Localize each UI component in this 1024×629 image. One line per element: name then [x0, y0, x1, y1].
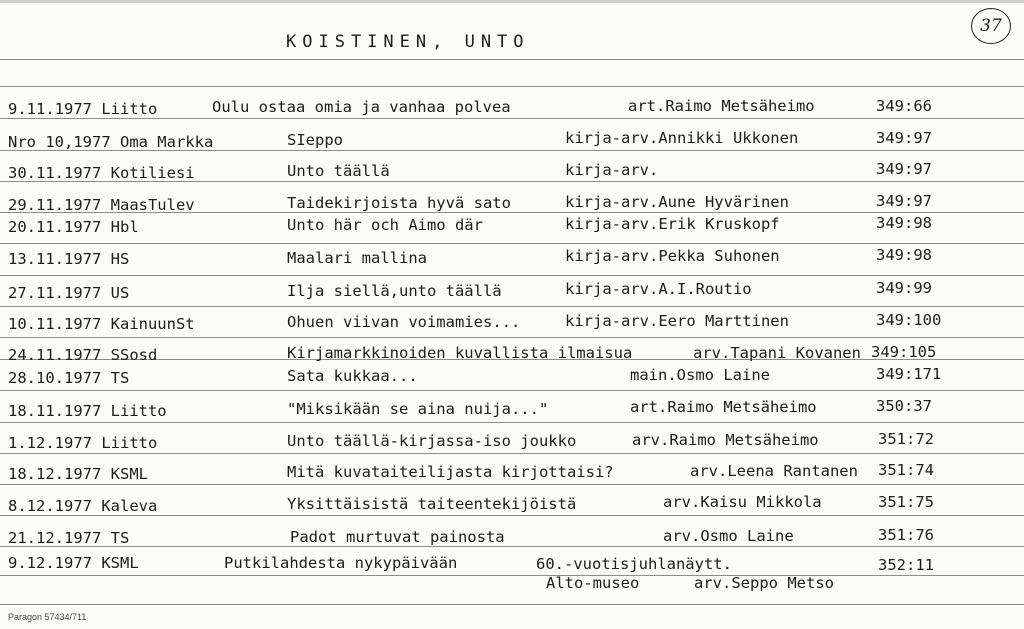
entry-author: art.Raimo Metsäheimo	[630, 398, 817, 416]
rule	[0, 86, 1024, 87]
rule	[0, 337, 1024, 338]
rule	[0, 453, 1024, 454]
entry-author: art.Raimo Metsäheimo	[628, 97, 815, 115]
entry-reference: 350:37	[876, 397, 932, 415]
card-number: 37	[971, 8, 1011, 44]
rule	[0, 422, 1024, 423]
entry-title: SIeppo	[287, 131, 343, 149]
entry-title: Sata kukkaa...	[287, 367, 418, 385]
entry-title: Unto täällä-kirjassa-iso joukko	[287, 432, 577, 450]
entry-author: arv.Leena Rantanen	[690, 462, 858, 480]
entry-reference: 351:76	[878, 526, 934, 544]
entry-author: kirja-arv.A.I.Routio	[565, 280, 752, 298]
entry-title: Unto här och Aimo där	[287, 216, 483, 234]
entry-title: Putkilahdesta nykypäivään	[224, 554, 458, 572]
rule	[0, 604, 1024, 605]
entry-author: arv.Raimo Metsäheimo	[632, 431, 819, 449]
printer-mark: Paragon 57434/711	[8, 612, 87, 622]
entry-note: Alto-museo	[546, 574, 640, 592]
rule	[0, 546, 1024, 547]
entry-date-source: 13.11.1977 HS	[8, 250, 130, 268]
entry-date-source: 21.12.1977 TS	[8, 529, 130, 547]
entry-date-source: 29.11.1977 MaasTulev	[8, 196, 195, 214]
entry-title: Taidekirjoista hyvä sato	[287, 194, 511, 212]
entry-author: arv.Kaisu Mikkola	[663, 493, 822, 511]
entry-date-source: 20.11.1977 Hbl	[8, 218, 139, 236]
entry-title: Unto täällä	[287, 162, 390, 180]
entry-date-source: 24.11.1977 SSosd	[8, 346, 158, 364]
rule	[0, 575, 1024, 576]
entry-reference: 352:11	[878, 556, 934, 574]
entry-author: arv.Osmo Laine	[663, 527, 794, 545]
entry-date-source: 18.11.1977 Liitto	[8, 402, 167, 420]
card-title: KOISTINEN, UNTO	[286, 32, 530, 52]
entry-date-source: 18.12.1977 KSML	[8, 465, 148, 483]
entry-title: Mitä kuvataiteilijasta kirjottaisi?	[287, 463, 614, 481]
entry-reference: 349:97	[876, 160, 932, 178]
entry-author: kirja-arv.Aune Hyvärinen	[565, 193, 789, 211]
entry-title: Ilja siellä,unto täällä	[287, 282, 502, 300]
entry-note: arv.Seppo Metso	[694, 574, 834, 592]
entry-reference: 349:99	[876, 279, 932, 297]
entry-reference: 351:74	[878, 461, 934, 479]
entry-reference: 349:97	[876, 192, 932, 210]
entry-reference: 349:100	[876, 311, 942, 329]
entry-date-source: 1.12.1977 Liitto	[8, 434, 158, 452]
entry-date-source: 10.11.1977 KainuunSt	[8, 315, 195, 333]
entry-reference: 349:98	[876, 246, 932, 264]
entry-date-source: Nro 10,1977 Oma Markka	[8, 133, 214, 151]
entry-date-source: 8.12.1977 Kaleva	[8, 497, 158, 515]
entry-reference: 349:171	[876, 365, 942, 383]
entry-reference: 349:66	[876, 97, 932, 115]
rule	[0, 484, 1024, 485]
entry-title: Maalari mallina	[287, 249, 427, 267]
rule	[0, 118, 1024, 119]
entry-title: Padot murtuvat painosta	[290, 528, 505, 546]
rule	[0, 390, 1024, 391]
entry-author: main.Osmo Laine	[630, 366, 770, 384]
entry-date-source: 28.10.1977 TS	[8, 369, 130, 387]
rule	[0, 275, 1024, 276]
entry-reference: 351:75	[878, 493, 934, 511]
entry-date-source: 30.11.1977 Kotiliesi	[8, 164, 195, 182]
entry-title: Yksittäisistä taiteentekijöistä	[287, 495, 577, 513]
entry-author: arv.Tapani Kovanen	[693, 344, 861, 362]
entry-author: 60.-vuotisjuhlanäytt.	[536, 555, 732, 573]
entry-author: kirja-arv.Pekka Suhonen	[565, 247, 780, 265]
rule	[0, 306, 1024, 307]
card-top-edge	[0, 0, 1024, 3]
entry-title: Ohuen viivan voimamies...	[287, 313, 521, 331]
rule	[0, 59, 1024, 60]
entry-title: Kirjamarkkinoiden kuvallista ilmaisua	[287, 344, 633, 362]
entry-author: kirja-arv.Eero Marttinen	[565, 312, 789, 330]
entry-author: kirja-arv.Erik Kruskopf	[565, 215, 780, 233]
entry-date-source: 9.12.1977 KSML	[8, 554, 139, 572]
entry-title: Oulu ostaa omia ja vanhaa polvea	[212, 98, 511, 116]
entry-reference: 349:97	[876, 129, 932, 147]
rule	[0, 515, 1024, 516]
rule	[0, 243, 1024, 244]
entry-reference: 349:98	[876, 214, 932, 232]
entry-title: "Miksikään se aina nuija..."	[287, 400, 549, 418]
entry-reference: 351:72	[878, 430, 934, 448]
entry-date-source: 27.11.1977 US	[8, 284, 130, 302]
entry-reference: 349:105	[871, 343, 937, 361]
entry-author: kirja-arv.	[565, 161, 659, 179]
entry-author: kirja-arv.Annikki Ukkonen	[565, 129, 799, 147]
entry-date-source: 9.11.1977 Liitto	[8, 100, 158, 118]
